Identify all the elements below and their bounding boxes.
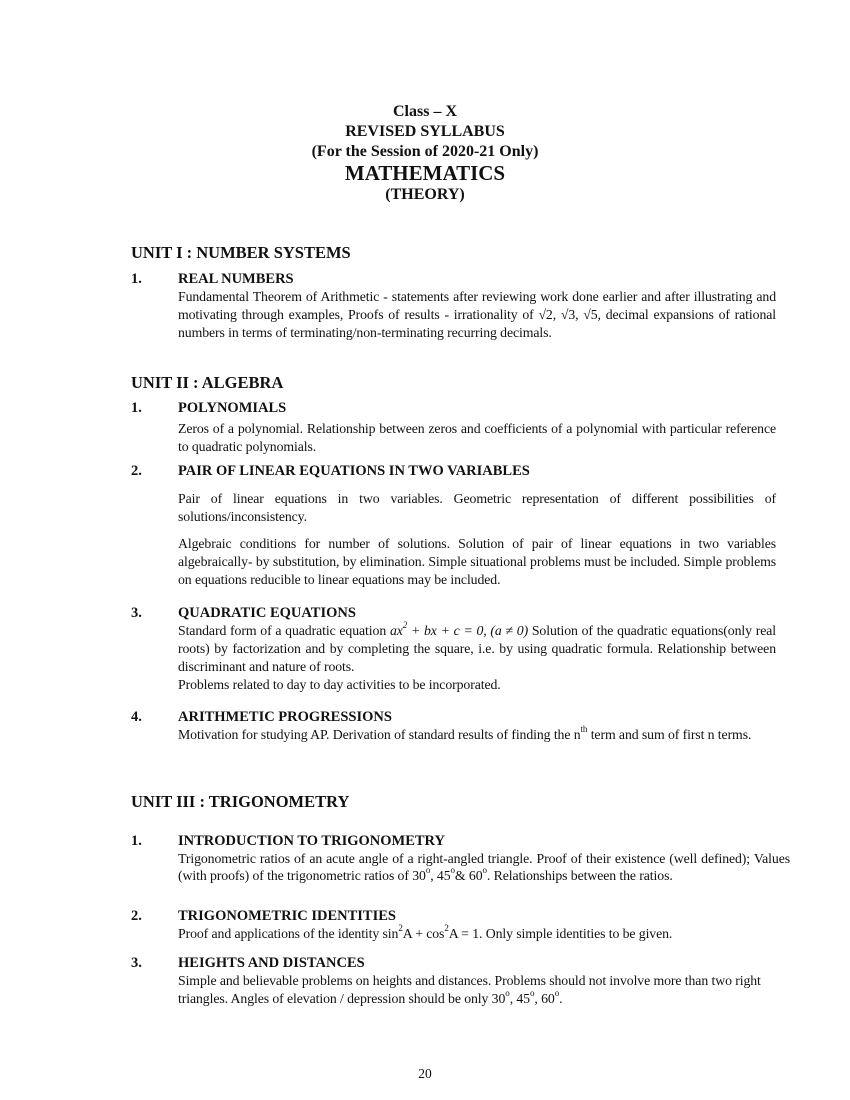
item-title: PAIR OF LINEAR EQUATIONS IN TWO VARIABLES	[178, 463, 530, 479]
item-text: Zeros of a polynomial. Relationship between zeros and coefficients of a polynomial with particular reference to quadratic polynomials.	[178, 421, 776, 454]
page-header	[0, 102, 850, 205]
item-number: 3.	[131, 605, 142, 621]
item-number: 1.	[131, 271, 142, 287]
item-text-paragraph-2: Algebraic conditions for number of solutions. Solution of pair of linear equations in two variables algebraically- by substitution, by elimination. Simple situational problems must be included. Simple problems on equations reducible to linear equations may be included.	[178, 536, 776, 587]
item-title: POLYNOMIALS	[178, 400, 287, 416]
theory-label: (THEORY)	[385, 186, 465, 203]
item-text: Trigonometric ratios of an acute angle of a right-angled triangle. Proof of their existence (well defined); Values (with proofs) of the trigonometric ratios of 30$^o$, 45$^o$& 60$^o$. Relationships between the ratios.	[178, 851, 790, 883]
item-number: 1.	[131, 400, 142, 416]
unit-2-item-1	[131, 400, 776, 456]
unit-3-item-3	[131, 955, 790, 1008]
item-number: 2.	[131, 908, 142, 924]
item-number: 2.	[131, 463, 142, 479]
page-number: 20	[418, 1066, 432, 1081]
item-number: 4.	[131, 709, 142, 725]
item-title: HEIGHTS AND DISTANCES	[178, 955, 365, 971]
item-title: REAL NUMBERS	[178, 271, 294, 287]
item-title: ARITHMETIC PROGRESSIONS	[178, 709, 392, 725]
item-number: 1.	[131, 833, 142, 849]
unit-1-heading: UNIT I : NUMBER SYSTEMS	[131, 243, 351, 262]
class-label: Class – X	[392, 103, 457, 120]
quadratic-equation: $ax^2$ + bx + c = 0, (a ≠ 0)	[389, 620, 529, 638]
revised-syllabus-label: REVISED SYLLABUS	[345, 123, 505, 140]
unit-2-item-4	[131, 709, 776, 744]
item-number: 3.	[131, 955, 142, 971]
unit-3-heading: UNIT III : TRIGONOMETRY	[131, 792, 350, 811]
unit-3-item-1	[131, 833, 790, 884]
item-text: Standard form of a quadratic equation $ax^2$ + bx + c = 0, (a ≠ 0) Solution of the quadratic equations(only real roots) by factorization and by completing the square, i.e. by using quadratic formula. Relationship between discriminant and nature of roots. Problems related to day to day activities to be incorporated.	[178, 620, 776, 692]
item-text: Simple and believable problems on heights and distances. Problems should not involve more than two right triangles. Angles of elevation / depression should be only 30$^o$, 45$^o$, 60$^o$.	[178, 973, 761, 1006]
item-text: Proof and applications of the identity $\sin^2A + \cos^2A = 1$. Only simple identities to be given.	[178, 923, 673, 941]
unit-2-item-3	[131, 605, 776, 694]
item-title: TRIGONOMETRIC IDENTITIES	[178, 908, 396, 924]
item-text: Motivation for studying AP. Derivation of standard results of finding the $n^{th}$ term and sum of first n terms.	[178, 724, 752, 742]
item-text-paragraph-1: Pair of linear equations in two variables. Geometric representation of different possibilities of solutions/inconsistency.	[178, 491, 776, 524]
unit-1-item-1	[131, 271, 776, 342]
session-label: (For the Session of 2020-21 Only)	[311, 143, 539, 160]
item-title: INTRODUCTION TO TRIGONOMETRY	[178, 833, 445, 849]
item-text: Fundamental Theorem of Arithmetic - statements after reviewing work done earlier and after illustrating and motivating through examples, Proofs of results - irrationality of √2, √3, √5, decimal expansions of rational numbers in terms of terminating/non-terminating recurring decimals.	[178, 289, 776, 340]
unit-2-heading: UNIT II : ALGEBRA	[131, 373, 284, 392]
unit-3-item-2	[131, 908, 790, 943]
subject-title: MATHEMATICS	[344, 161, 506, 185]
item-title: QUADRATIC EQUATIONS	[178, 605, 356, 621]
unit-2-item-2	[131, 463, 776, 589]
